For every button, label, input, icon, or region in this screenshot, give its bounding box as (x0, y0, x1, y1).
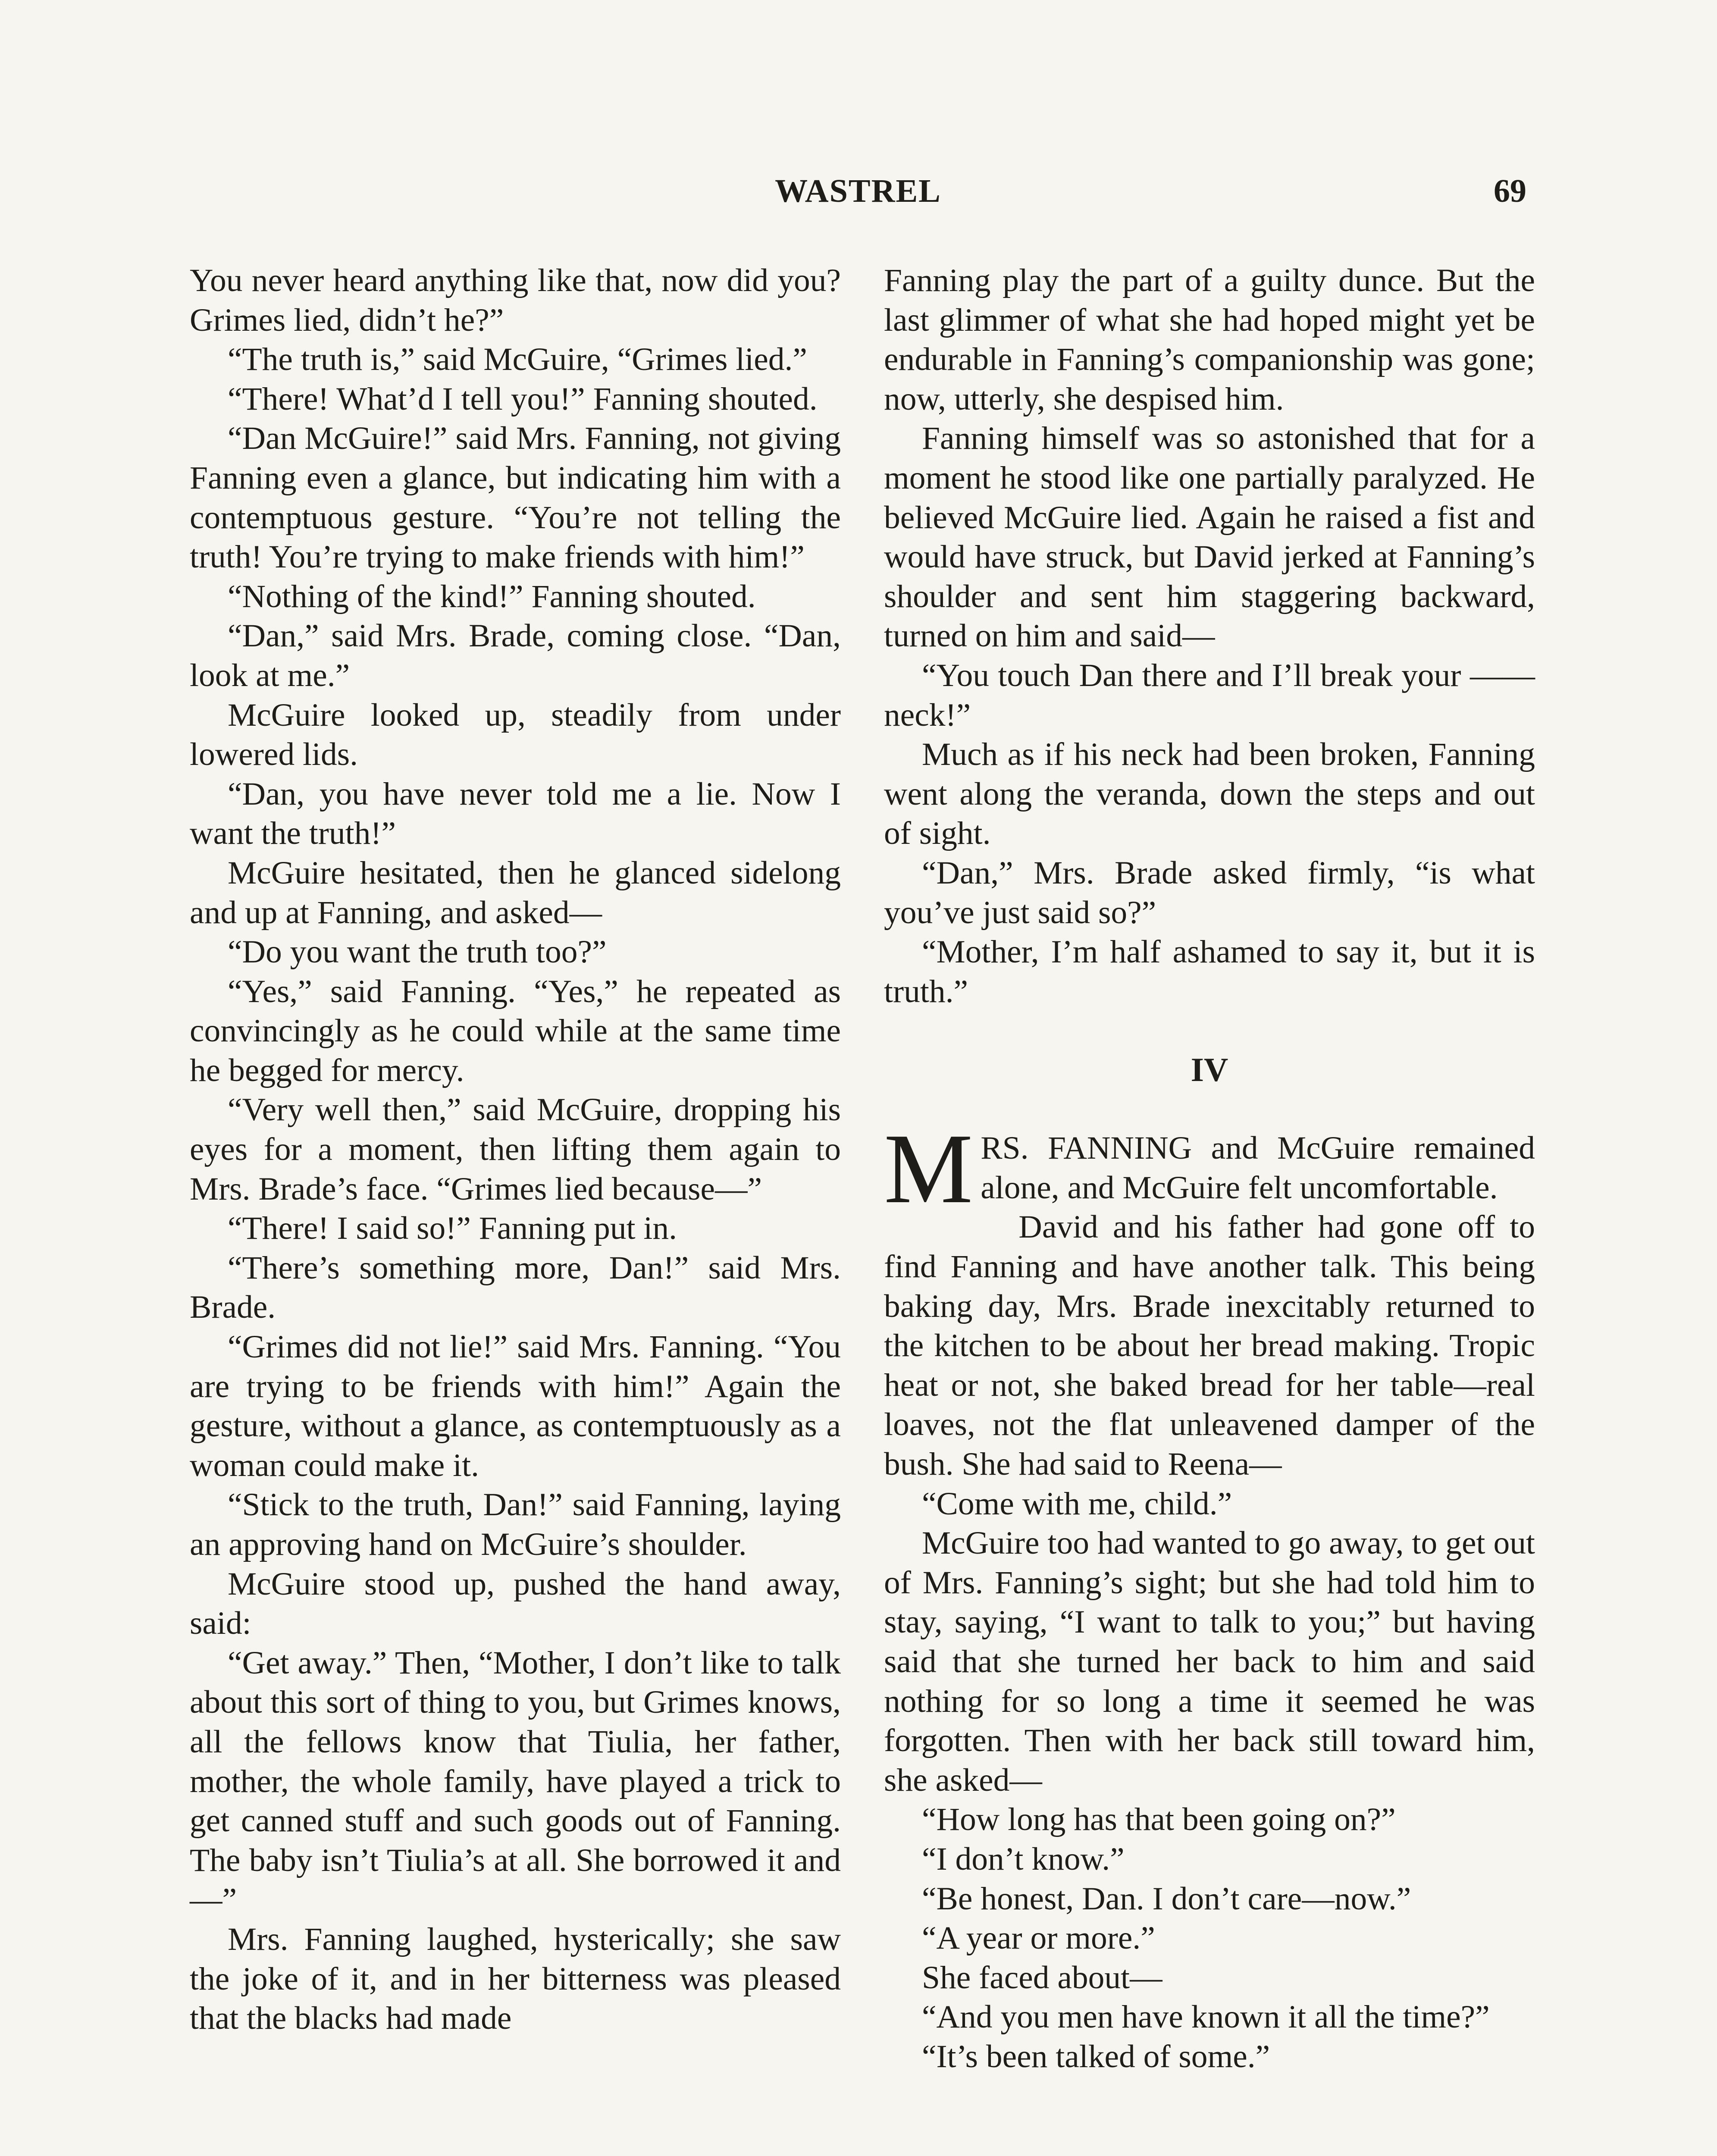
paragraph: Fanning play the part of a guilty dunce. But the last glimmer of what she had hoped might yet be endurable in Fanning’s companionship was gone; now, utterly, she despised him. (884, 263, 1535, 417)
paragraph: “Dan McGuire!” said Mrs. Fanning, not giving Fanning even a glance, but indicating him with a contemptuous gesture. “You’re not telling the truth! You’re trying to make friends with him!” (190, 420, 841, 575)
paragraph: “Grimes did not lie!” said Mrs. Fanning. “You are trying to be friends with him!” Again the gesture, without a glance, as contemptuously as a woman could make it. (190, 1329, 841, 1483)
paragraph: You never heard anything like that, now did you? Grimes lied, didn’t he?” (190, 263, 841, 338)
paragraph: “How long has that been going on?” (922, 1802, 1396, 1838)
drop-cap: M (884, 1113, 973, 1225)
paragraph: McGuire too had wanted to go away, to get out of Mrs. Fanning’s sight; but she had told him to stay, saying, “I want to talk to you;” but having said that she turned her back to him and said nothing for so long a time it seemed he was forgotten. Then with her back still toward him, she asked— (884, 1525, 1535, 1798)
paragraph: McGuire hesitated, then he glanced sidelong and up at Fanning, and asked— (190, 855, 841, 931)
paragraph: “Dan, you have never told me a lie. Now I want the truth!” (190, 776, 841, 852)
paragraph: “Dan,” Mrs. Brade asked firmly, “is what you’ve just said so?” (884, 855, 1535, 931)
paragraph: “Come with me, child.” (922, 1485, 1232, 1522)
paragraph: “Get away.” Then, “Mother, I don’t like to talk about this sort of thing to you, but Grimes knows, all the fellows know that Tiulia, her father, mother, the whole family, have played a trick to get canned stuff and such goods out of Fanning. The baby isn’t Tiulia’s at all. She borrowed it and—” (190, 1645, 841, 1918)
paragraph: McGuire stood up, pushed the hand away, said: (190, 1566, 841, 1642)
paragraph: “There’s something more, Dan!” said Mrs. Brade. (190, 1250, 841, 1326)
paragraph: “A year or more.” (922, 1920, 1155, 1956)
left-column (190, 261, 841, 2038)
page-header (190, 172, 1526, 220)
page-number: 69 (1494, 173, 1526, 209)
right-column (884, 261, 1535, 2077)
paragraph: “Do you want the truth too?” (228, 934, 607, 970)
paragraph: Fanning himself was so astonished that for a moment he stood like one partially paralyzed. He believed McGuire lied. Again he raised a fist and would have struck, but David jerked at Fanning’s shoulder and sent him staggering backward, turned on him and said— (884, 420, 1535, 654)
paragraph: “The truth is,” said McGuire, “Grimes lied.” (228, 342, 807, 378)
paragraph: “Dan,” said Mrs. Brade, coming close. “Dan, look at me.” (190, 618, 841, 693)
paragraph: She faced about— (922, 1959, 1162, 1996)
section-opening-paragraph (884, 1113, 1535, 1225)
paragraph: “And you men have known it all the time?” (922, 1999, 1490, 2035)
opening-text: RS. FANNING and McGuire remained alone, and McGuire felt uncomfortable. (981, 1130, 1535, 1206)
paragraph: “There! What’d I tell you!” Fanning shouted. (228, 381, 818, 417)
paragraph: David and his father had gone off to find Fanning and have another talk. This being baking day, Mrs. Brade inexcitably returned to the kitchen to be about her bread making. Tropic heat or not, she baked bread for her table—real loaves, not the flat unleavened damper of the bush. She had said to Reena— (884, 1209, 1535, 1482)
paragraph: “Be honest, Dan. I don’t care—now.” (922, 1880, 1411, 1917)
paragraph: “You touch Dan there and I’ll break your —— neck!” (884, 657, 1535, 733)
paragraph: “Stick to the truth, Dan!” said Fanning, laying an approving hand on McGuire’s shoulder. (190, 1487, 841, 1562)
paragraph: Much as if his neck had been broken, Fanning went along the veranda, down the steps and out of sight. (884, 736, 1535, 852)
section-heading: IV (1191, 1051, 1228, 1089)
running-title: WASTREL (775, 173, 941, 209)
paragraph: “Yes,” said Fanning. “Yes,” he repeated as convincingly as he could while at the same time he begged for mercy. (190, 973, 841, 1088)
paragraph: Mrs. Fanning laughed, hysterically; she saw the joke of it, and in her bitterness was pleased that the blacks had made (190, 1921, 841, 2037)
paragraph: “Nothing of the kind!” Fanning shouted. (228, 578, 756, 614)
paragraph: “There! I said so!” Fanning put in. (228, 1210, 677, 1247)
paragraph: “Mother, I’m half ashamed to say it, but it is truth.” (884, 934, 1535, 1009)
paragraph: “It’s been talked of some.” (922, 2038, 1270, 2075)
paragraph: McGuire looked up, steadily from under lowered lids. (190, 697, 841, 773)
paragraph: “Very well then,” said McGuire, dropping his eyes for a moment, then lifting them again to Mrs. Brade’s face. “Grimes lied because—” (190, 1092, 841, 1207)
paragraph: “I don’t know.” (922, 1841, 1125, 1877)
